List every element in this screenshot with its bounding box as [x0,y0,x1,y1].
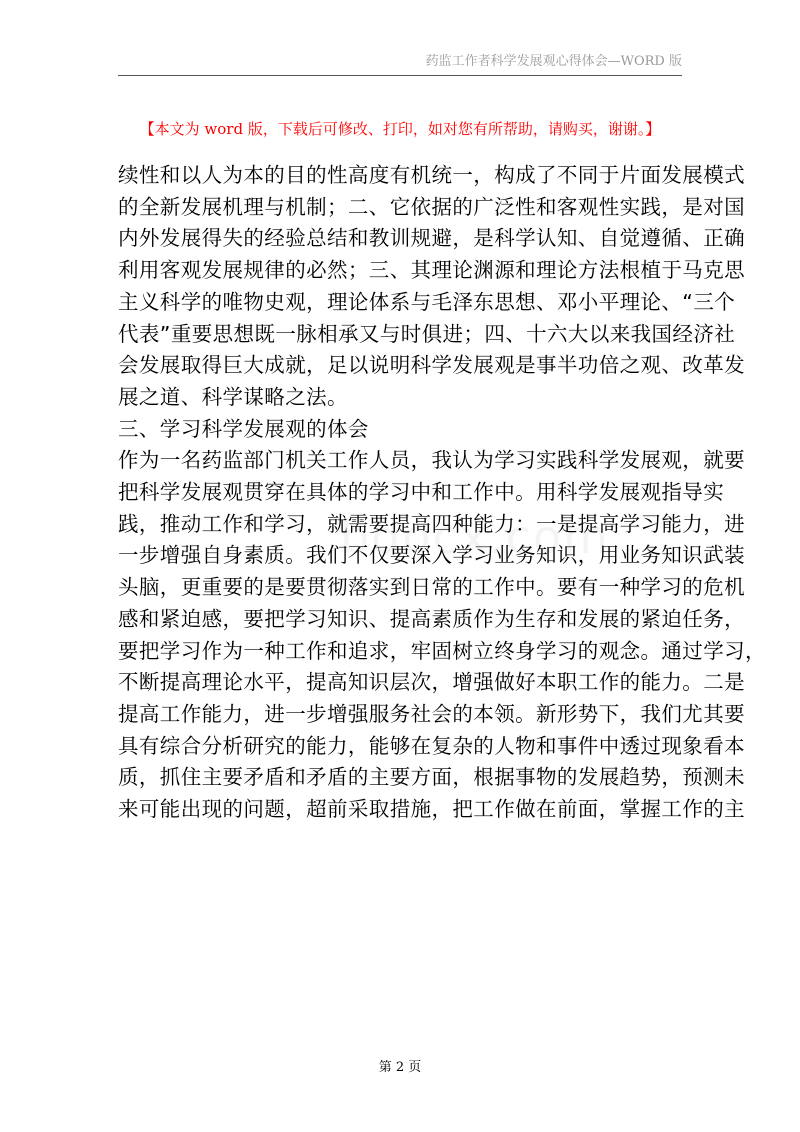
body-line: 把科学发展观贯穿在具体的学习中和工作中。用科学发展观指导实 [118,480,725,505]
body-line: 主义科学的唯物史观，理论体系与毛泽东思想、邓小平理论、“三个 [118,289,736,314]
body-line: 内外发展得失的经验总结和教训规避，是科学认知、自觉遵循、正确 [118,226,745,251]
body-line: 代表”重要思想既一脉相承又与时俱进；四、十六大以来我国经济社 [118,321,736,346]
body-line: 作为一名药监部门机关工作人员，我认为学习实践科学发展观，就要 [118,448,745,473]
section-heading: 三、学习科学发展观的体会 [118,416,369,441]
body-line: 会发展取得巨大成就，足以说明科学发展观是事半功倍之观、改革发 [118,353,745,378]
page-number: 第 2 页 [378,1060,422,1075]
body-line: 利用客观发展规律的必然；三、其理论渊源和理论方法根植于马克思 [118,258,745,283]
body-text [118,160,766,826]
body-line: 具有综合分析研究的能力，能够在复杂的人物和事件中透过现象看本 [118,733,745,758]
body-line: 的全新发展机理与机制；二、它依据的广泛性和客观性实践，是对国 [118,194,745,219]
body-line: 不断提高理论水平，提高知识层次，增强做好本职工作的能力。二是 [118,670,745,695]
body-line: 续性和以人为本的目的性高度有机统一，构成了不同于片面发展模式 [118,163,745,187]
body-line: 践，推动工作和学习，就需要提高四种能力：一是提高学习能力，进 [118,511,745,536]
body-line: 来可能出现的问题，超前采取措施，把工作做在前面，掌握工作的主 [118,797,745,822]
body-line: 头脑，更重要的是要贯彻落实到日常的工作中。要有一种学习的危机 [118,575,745,600]
body-line: 要把学习作为一种工作和追求，牢固树立终身学习的观念。通过学习， [118,638,766,663]
running-header: 药监工作者科学发展观心得体会—WORD 版 [118,50,682,76]
purchase-notice: 【本文为 word 版，下载后可修改、打印，如对您有所帮助，请购买，谢谢。】 [139,120,661,138]
body-line: 感和紧迫感，要把学习知识、提高素质作为生存和发展的紧迫任务， [118,606,745,631]
body-line: 提高工作能力，进一步增强服务社会的本领。新形势下，我们尤其要 [118,701,745,726]
body-line: 展之道、科学谋略之法。 [118,384,348,409]
body-line: 质，抓住主要矛盾和矛盾的主要方面，根据事物的发展趋势，预测未 [118,765,745,790]
body-line: 一步增强自身素质。我们不仅要深入学习业务知识，用业务知识武装 [118,543,745,568]
